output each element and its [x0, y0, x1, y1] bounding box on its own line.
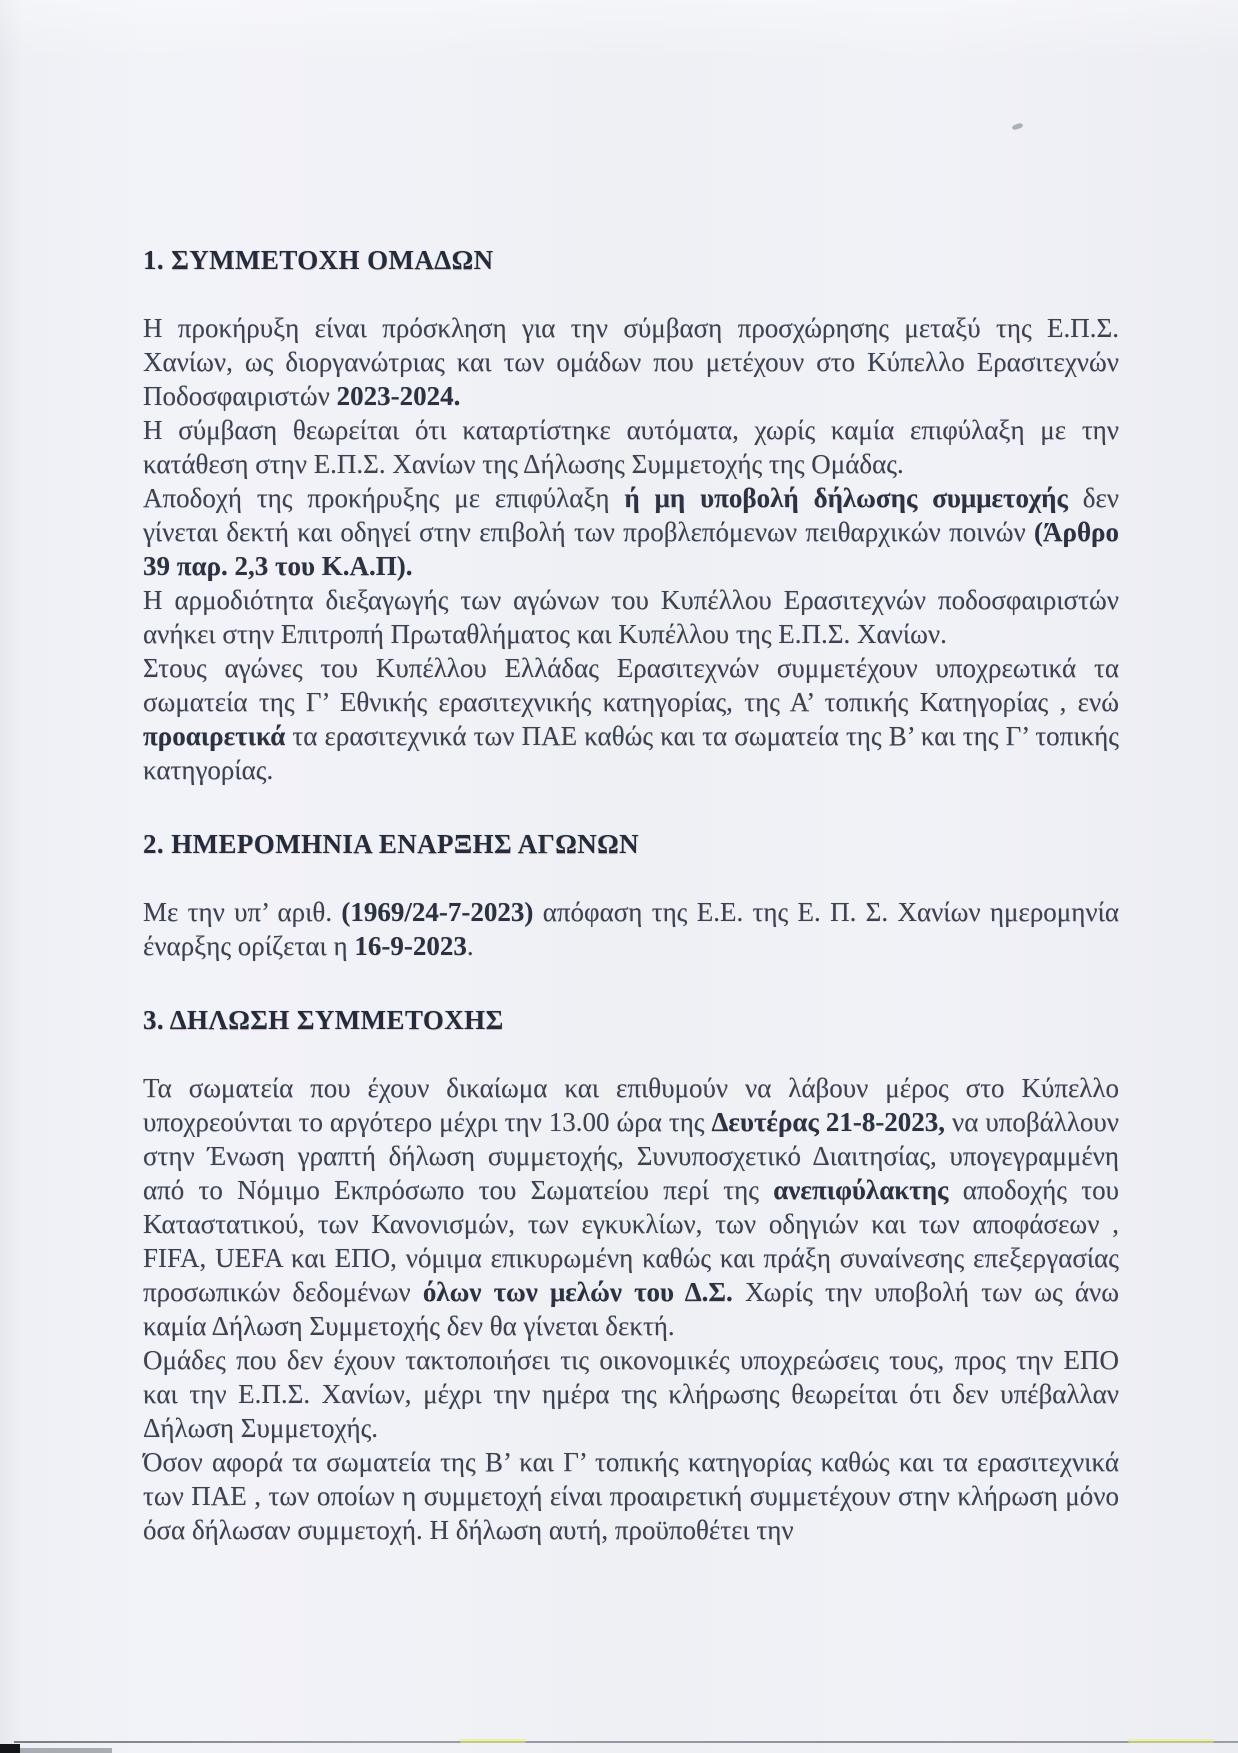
section-heading: 1. ΣΥΜΜΕΤΟΧΗ ΟΜΑΔΩΝ	[143, 245, 494, 275]
text-run: Χωρίς την υποβολή των ως άνω καμία Δήλωση Συμμετοχής δεν θα γίνεται δεκτή.	[143, 1277, 1119, 1341]
scan-artifact-highlight	[460, 1739, 526, 1743]
text-run: Στους αγώνες του Κυπέλλου Ελλάδας Ερασιτεχνών συμμετέχουν υποχρεωτικά τα σωματεία της Γ’ Εθνικής ερασιτεχνικής κατηγορίας, της Α’ τοπικής Κατηγορίας , ενώ	[143, 653, 1119, 717]
text-run: Με την υπ’ αριθ.	[143, 897, 342, 927]
text-run-bold: ανεπιφύλακτης	[773, 1175, 949, 1205]
document-content	[143, 243, 1119, 1547]
section-heading: 3. ΔΗΛΩΣΗ ΣΥΜΜΕΤΟΧΗΣ	[143, 1005, 504, 1035]
scan-artifact-corner-strip	[20, 1748, 112, 1753]
scan-artifact-highlight	[1128, 1739, 1214, 1743]
document-section	[143, 1003, 1119, 1547]
paragraph	[143, 481, 1119, 583]
text-run: Η αρμοδιότητα διεξαγωγής των αγώνων του Κυπέλλου Ερασιτεχνών ποδοσφαιριστών ανήκει στην Επιτροπή Πρωταθλήματος και Κυπέλλου της Ε.Π.Σ. Χανίων.	[143, 585, 1119, 649]
paragraph	[143, 583, 1119, 651]
text-run-bold: όλων των μελών του Δ.Σ.	[422, 1277, 733, 1307]
document-section	[143, 243, 1119, 787]
text-run-bold: προαιρετικά	[143, 721, 286, 751]
text-run: Η προκήρυξη είναι πρόσκληση για την σύμβαση προσχώρησης μεταξύ της Ε.Π.Σ. Χανίων, ως διοργανώτριας και των ομάδων που μετέχουν στο Κύπελλο Ερασιτεχνών Ποδοσφαιριστών	[143, 313, 1119, 411]
paragraph	[143, 651, 1119, 787]
scan-artifact-corner-block	[0, 1744, 20, 1753]
document-section	[143, 827, 1119, 963]
paragraph	[143, 1343, 1119, 1445]
paragraph	[143, 895, 1119, 963]
text-run: να υποβάλλουν στην Ένωση γραπτή δήλωση συμμετοχής, Συνυποσχετικό Διαιτησίας, υπογεγραμμένη από το Νόμιμο Εκπρόσωπο του Σωματείου περί της	[143, 1107, 1119, 1205]
text-run: αποδοχής του Καταστατικού, των Κανονισμών, των εγκυκλίων, των οδηγιών και των αποφάσεων , FIFA, UEFA και ΕΠΟ, νόμιμα επικυρωμένη καθώς και πράξη συναίνεσης επεξεργασίας προσωπικών δεδομένων	[143, 1175, 1119, 1307]
text-run-bold: 16-9-2023	[354, 931, 467, 961]
text-run: Ομάδες που δεν έχουν τακτοποιήσει τις οικονομικές υποχρεώσεις τους, προς την ΕΠΟ και την Ε.Π.Σ. Χανίων, μέχρι την ημέρα της κλήρωσης θεωρείται ότι δεν υπέβαλλαν Δήλωση Συμμετοχής.	[143, 1345, 1119, 1443]
scan-artifact-speck	[1011, 122, 1023, 130]
text-run-bold: Δευτέρας 21-8-2023,	[711, 1107, 946, 1137]
paragraph	[143, 413, 1119, 481]
text-run-bold: (Άρθρο 39 παρ. 2,3 του Κ.Α.Π).	[143, 517, 1119, 581]
text-run: δεν γίνεται δεκτή και οδηγεί στην επιβολή των προβλεπόμενων πειθαρχικών ποινών	[143, 483, 1119, 547]
text-run-bold: 2023-2024.	[336, 381, 461, 411]
section-heading: 2. ΗΜΕΡΟΜΗΝΙΑ ΕΝΑΡΞΗΣ ΑΓΩΝΩΝ	[143, 829, 640, 859]
text-run-bold: ή μη υποβολή δήλωσης συμμετοχής	[624, 483, 1068, 513]
text-run: Η σύμβαση θεωρείται ότι καταρτίστηκε αυτόματα, χωρίς καμία επιφύλαξη με την κατάθεση στην Ε.Π.Σ. Χανίων της Δήλωσης Συμμετοχής της Ομάδας.	[143, 415, 1119, 479]
paragraph	[143, 1445, 1119, 1547]
paragraph	[143, 311, 1119, 413]
text-run: απόφαση της Ε.Ε. της Ε. Π. Σ. Χανίων ημερομηνία έναρξης ορίζεται η	[143, 897, 1120, 961]
document-sections	[143, 243, 1119, 1547]
scan-artifact-bottom-line	[14, 1741, 1238, 1743]
text-run: τα ερασιτεχνικά των ΠΑΕ καθώς και τα σωματεία της Β’ και της Γ’ τοπικής κατηγορίας.	[143, 721, 1119, 785]
text-run: Όσον αφορά τα σωματεία της Β’ και Γ’ τοπικής κατηγορίας καθώς και τα ερασιτεχνικά των ΠΑΕ , των οποίων η συμμετοχή είναι προαιρετική συμμετέχουν στην κλήρωση μόνο όσα δήλωσαν συμμετοχή. Η δήλωση αυτή, προϋποθέτει την	[143, 1447, 1119, 1545]
text-run: Τα σωματεία που έχουν δικαίωμα και επιθυμούν να λάβουν μέρος στο Κύπελλο υποχρεούνται το αργότερο μέχρι την 13.00 ώρα της	[143, 1073, 1119, 1137]
text-run-bold: (1969/24-7-2023)	[341, 897, 534, 927]
paragraph	[143, 1071, 1119, 1343]
text-run: .	[466, 931, 474, 961]
text-run: Αποδοχή της προκήρυξης με επιφύλαξη	[143, 483, 625, 513]
